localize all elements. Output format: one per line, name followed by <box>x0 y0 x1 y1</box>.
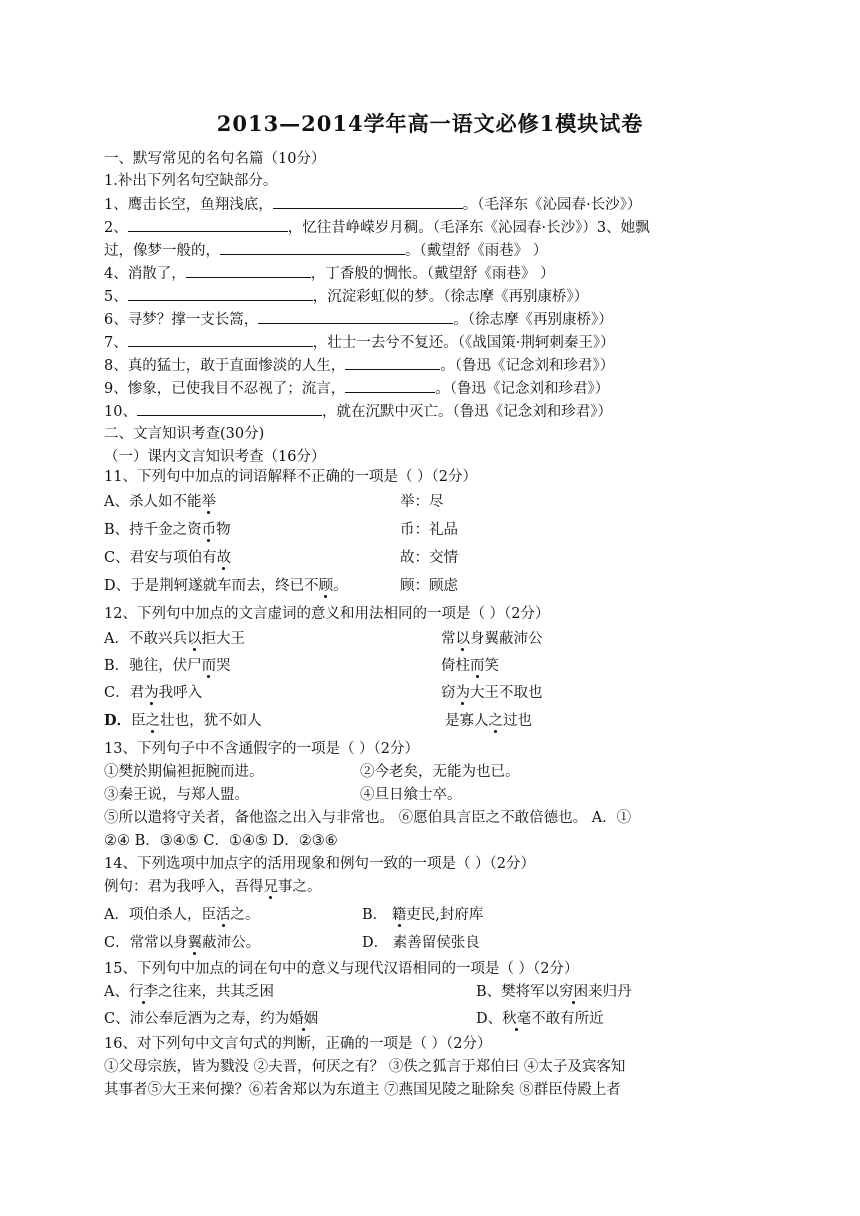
option-text: 吏民,封府库 <box>406 907 484 923</box>
option-text: 例句：君为我呼入，吾得 <box>104 879 264 895</box>
option-b <box>476 981 632 1003</box>
option-text: 物 <box>216 522 231 538</box>
dotted-char: 兄 <box>263 879 278 895</box>
option-a-compare <box>441 628 543 650</box>
question-text: ，丁香般的惆怅。（戴望舒《雨巷》 ） <box>310 266 555 282</box>
option-text: 壮也，犹不如人 <box>160 713 262 729</box>
option-text: 之往来，共其乏困 <box>157 984 274 1000</box>
question-text: 8、真的猛士，敢于直面惨淡的人生， <box>104 358 346 374</box>
option-b <box>104 655 764 677</box>
option-a <box>104 628 764 650</box>
option-d <box>476 1008 604 1030</box>
exam-title: 2013—2014学年高一语文必修1模块试卷 <box>216 111 644 136</box>
sentence-list-2: 其事者⑤大王来何操？⑥若舍郑以为东道主 ⑦燕国见陵之耻除矣 ⑧群臣侍殿上者 <box>104 1082 621 1098</box>
option-c <box>104 1008 764 1030</box>
option-text: 之。 <box>230 907 260 923</box>
question-text: 。（徐志摩《再别康桥》） <box>453 312 613 328</box>
sentence-2: ②今老矣，无能为也已。 <box>360 764 520 780</box>
option-text: 是寡人 <box>445 713 489 729</box>
question-text: ，沉淀彩虹似的梦。（徐志摩《再别康桥》） <box>312 289 589 305</box>
option-a <box>104 981 764 1003</box>
sentence-3: ③秦王说，与郑人盟。 <box>104 787 249 803</box>
sentence-1: ①樊於期偏袒扼腕而进。 <box>104 764 264 780</box>
answer-blank[interactable] <box>128 331 313 347</box>
option-text: 笑 <box>484 658 499 674</box>
dotted-char: 行李 <box>128 984 158 1000</box>
dotted-char: 而 <box>201 658 217 674</box>
question-16: 16、对下列句中文言句式的判断，正确的一项是（ ）（2分） <box>104 1036 492 1052</box>
answer-blank[interactable] <box>273 193 463 209</box>
option-b-compare <box>441 655 499 677</box>
question-6 <box>104 308 764 331</box>
option-text: D、 <box>476 1011 503 1027</box>
question-text: 2、 <box>104 220 128 236</box>
section-1-instruction: 1.补出下列名句空缺部分。 <box>104 173 278 189</box>
option-text: 窃 <box>441 685 456 701</box>
option-d-compare <box>445 710 532 732</box>
option-c-gloss: 故：交情 <box>400 550 458 566</box>
question-8 <box>104 354 764 377</box>
question-text: 。（戴望舒《雨巷》 ） <box>405 243 548 259</box>
question-text: 6、寻梦？撑一支长篙， <box>104 312 259 328</box>
question-4 <box>104 262 764 285</box>
question-text: ，壮士一去兮不复还。（《战国策·荆轲刺秦王》） <box>312 335 615 351</box>
dotted-char: 之 <box>145 713 161 729</box>
option-text: 我呼入 <box>158 685 203 701</box>
option-text: B、持千金之资 <box>104 522 202 538</box>
question-9 <box>104 377 764 400</box>
option-c <box>104 682 764 704</box>
option-text: D、于是荆轲遂就车而去，终已不 <box>104 578 319 594</box>
dotted-char: 以 <box>455 631 470 647</box>
question-14: 14、下列选项中加点字的活用现象和例句一致的一项是（ ）（2分） <box>104 856 536 872</box>
option-text: 倚柱 <box>441 658 470 674</box>
option-text: 常 <box>441 631 456 647</box>
question-text: 7、 <box>104 335 128 351</box>
question-2 <box>104 216 764 239</box>
question-text: 。（鲁迅《记念刘和珍君》） <box>440 358 615 374</box>
dotted-char: 籍 <box>391 907 407 923</box>
option-text: A．不敢兴兵 <box>104 631 187 647</box>
option-text: C．常常以身 <box>104 935 188 951</box>
answer-blank[interactable] <box>345 377 435 393</box>
option-text: B、樊将军以 <box>476 984 560 1000</box>
option-text: C．君 <box>104 685 145 701</box>
dotted-char: 故 <box>216 550 232 566</box>
option-text: A．项伯杀人，臣 <box>104 907 216 923</box>
option-text: C、沛公奉卮酒为之寿，约为 <box>104 1011 290 1027</box>
dotted-char: 为 <box>144 685 159 701</box>
dotted-char: 举 <box>201 494 216 510</box>
subsection-heading: （一）课内文言知识考查（16分） <box>104 449 326 465</box>
option-label: D． <box>104 712 132 729</box>
dotted-char: 为 <box>455 685 470 701</box>
dotted-char: 之 <box>488 713 503 729</box>
dotted-char: 穷困 <box>559 984 589 1000</box>
question-7 <box>104 331 764 354</box>
question-5 <box>104 285 764 308</box>
question-text: 9、惨象，已使我目不忍视了；流言， <box>104 381 346 397</box>
question-text: 过，像梦一般的， <box>104 243 220 259</box>
section-1-heading: 一、默写常见的名句名篇（10分） <box>104 151 326 167</box>
sentence-list-1: ①父母宗族，皆为戮没 ②夫晋，何厌之有？ ③佚之狐言于郑伯曰 ④太子及宾客知 <box>104 1059 626 1075</box>
option-text: A、杀人如不能 <box>104 494 202 510</box>
option-text: 过也 <box>503 713 532 729</box>
question-10 <box>104 400 764 423</box>
question-text: 1、鹰击长空，鱼翔浅底， <box>104 197 273 213</box>
question-text: 。（鲁迅《记念刘和珍君》） <box>435 381 610 397</box>
answer-blank[interactable] <box>258 308 453 324</box>
example-sentence <box>104 876 764 898</box>
option-b-gloss: 币：礼品 <box>400 522 458 538</box>
answer-blank[interactable] <box>345 354 440 370</box>
section-2-heading: 二、文言知识考查(30分) <box>104 426 265 442</box>
option-text: C、君安与项伯有 <box>104 550 217 566</box>
option-d: D． 素善留侯张良 <box>362 935 480 951</box>
option-d <box>104 710 764 732</box>
dotted-char: 秋毫 <box>502 1011 532 1027</box>
answer-blank[interactable] <box>220 239 405 255</box>
option-text: 身翼蔽沛公 <box>470 631 543 647</box>
answer-blank[interactable] <box>128 216 288 232</box>
question-text: 4、消散了， <box>104 266 186 282</box>
option-text: B．驰往，伏尸 <box>104 658 202 674</box>
dotted-char: 以 <box>186 631 202 647</box>
option-text: A、 <box>104 984 129 1000</box>
sentence-5-6: ⑤所以遣将守关者，备他盗之出入与非常也。 ⑥愿伯具言臣之不敢倍德也。 A．① <box>104 810 632 826</box>
question-1 <box>104 193 764 216</box>
dotted-char: 而 <box>470 658 485 674</box>
question-13: 13、下列句子中不含通假字的一项是（ ）（2分） <box>104 741 420 757</box>
dotted-char: 翼 <box>187 935 203 951</box>
option-text: 不敢有所近 <box>531 1011 604 1027</box>
question-3 <box>104 239 764 262</box>
option-text: 哭 <box>216 658 231 674</box>
answer-blank[interactable] <box>186 262 311 278</box>
option-a-gloss: 举：尽 <box>400 494 444 510</box>
option-d-gloss: 顾：顾虑 <box>400 578 458 594</box>
question-11: 11、下列句中加点的词语解释不正确的一项是（ ）（2分） <box>104 469 478 485</box>
answer-blank[interactable] <box>137 400 322 416</box>
option-text: B． <box>362 907 392 923</box>
option-text: 臣 <box>131 713 146 729</box>
question-text: 10、 <box>104 404 137 420</box>
question-text: ，就在沉默中灭亡。（鲁迅《记念刘和珍君》） <box>321 404 612 420</box>
question-text: 。（毛泽东《沁园春·长沙》） <box>462 197 642 213</box>
dotted-char: 币 <box>201 522 217 538</box>
question-15: 15、下列句中加点的词在句中的意义与现代汉语相同的一项是（ ）（2分） <box>104 961 579 977</box>
option-text: 大王不取也 <box>470 685 543 701</box>
answer-options: ②④ B．③④⑤ C．①④⑤ D．②③⑥ <box>104 833 338 849</box>
dotted-char: 活 <box>215 907 231 923</box>
option-text: 拒大王 <box>201 631 245 647</box>
question-12: 12、下列句中加点的文言虚词的意义和用法相同的一项是（ ）（2分） <box>104 606 550 622</box>
option-text: 。 <box>333 578 348 594</box>
answer-blank[interactable] <box>128 285 313 301</box>
option-text: 来归丹 <box>588 984 632 1000</box>
dotted-char: 婚姻 <box>289 1011 319 1027</box>
sentence-4: ④旦日飨士卒。 <box>360 787 462 803</box>
option-b <box>362 904 483 926</box>
question-text: ，忆往昔峥嵘岁月稠。（毛泽东《沁园春·长沙》）3、她飘 <box>287 220 650 236</box>
option-text: 事之。 <box>278 879 322 895</box>
dotted-char: 顾 <box>318 578 334 594</box>
option-c-compare <box>441 682 543 704</box>
option-text: 蔽沛公。 <box>202 935 261 951</box>
question-text: 5、 <box>104 289 128 305</box>
